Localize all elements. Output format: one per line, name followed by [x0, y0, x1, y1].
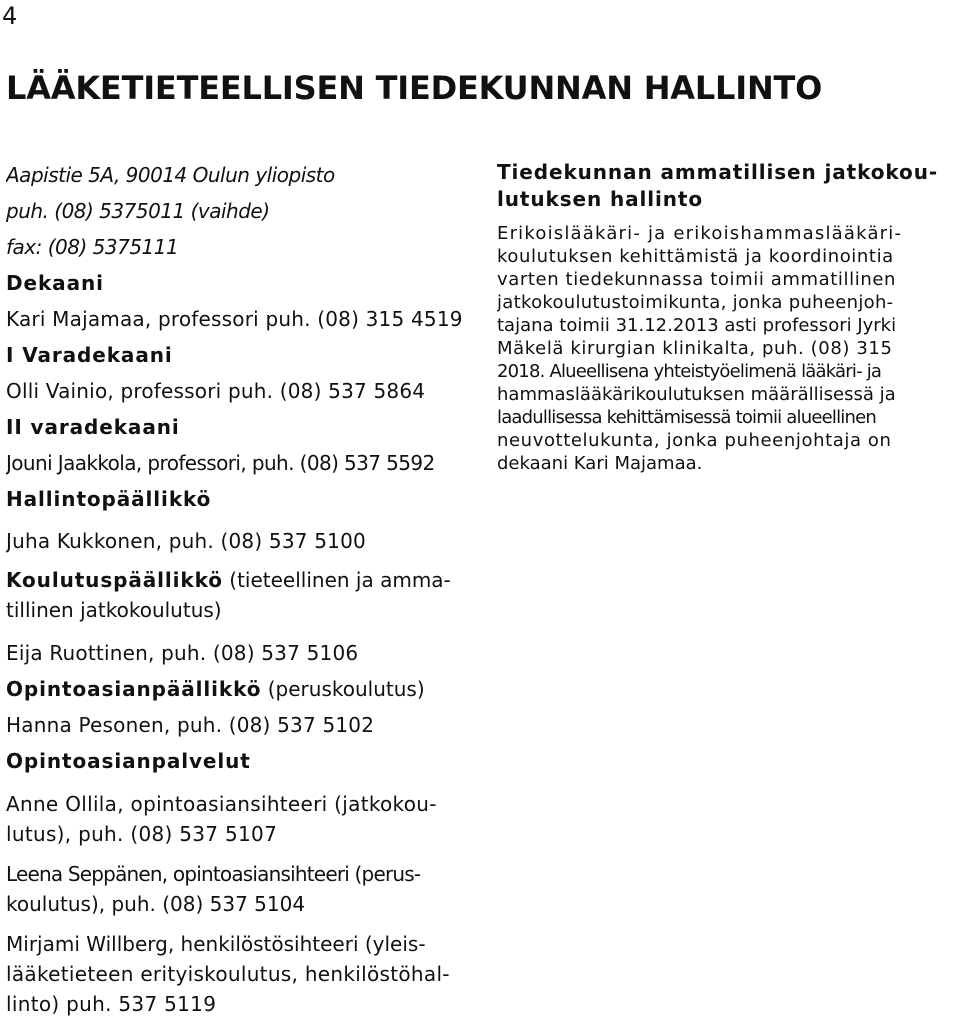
- specialist-training-title: [497, 159, 959, 213]
- study-services-person-1-line: lutus), puh. (08) 537 5107: [6, 822, 278, 846]
- specialist-training-title-line: lutuksen hallinto: [497, 187, 704, 211]
- study-services-person-3: [6, 929, 481, 1019]
- specialist-training-text-line: dekaani Kari Majamaa.: [497, 453, 703, 474]
- specialist-training-text-line: Erikoislääkäri- ja erikoishammaslääkäri-: [497, 223, 903, 244]
- specialist-training-title-line: Tiedekunnan ammatillisen jatkokou-: [497, 160, 939, 184]
- specialist-training-text-line: tajana toimii 31.12.2013 asti professori Jyrki: [497, 315, 897, 336]
- address-street: Aapistie 5A, 90014 Oulun yliopisto: [6, 163, 335, 187]
- specialist-training-text-line: 2018. Alueellisena yhteistyöelimenä lääkäri- ja: [497, 361, 882, 382]
- education-manager-person: Eija Ruottinen, puh. (08) 537 5106: [6, 641, 359, 665]
- dean-heading: Dekaani: [6, 271, 104, 295]
- education-manager-heading: Koulutuspäällikkö: [6, 568, 223, 592]
- address-fax: fax: (08) 5375111: [6, 235, 179, 259]
- study-services-person-3-line: lääketieteen erityiskoulutus, henkilöstöhal-: [6, 962, 450, 986]
- admin-head-person: Juha Kukkonen, puh. (08) 537 5100: [6, 529, 366, 553]
- vice-dean-1-person: Olli Vainio, professori puh. (08) 537 5864: [6, 379, 426, 403]
- study-services-person-3-line: linto) puh. 537 5119: [6, 992, 217, 1016]
- study-affairs-heading: Opintoasianpäällikkö: [6, 677, 262, 701]
- study-affairs-note: (peruskoulutus): [261, 677, 425, 701]
- contact-column: [6, 157, 481, 1019]
- study-services-person-1: [6, 789, 481, 849]
- address-phone: puh. (08) 5375011 (vaihde): [6, 199, 270, 223]
- page-title: LÄÄKETIETEELLISEN TIEDEKUNNAN HALLINTO: [6, 69, 823, 107]
- specialist-training-text-line: koulutuksen kehittämistä ja koordinointia: [497, 246, 894, 267]
- education-manager-note-cont: tillinen jatkokoulutus): [6, 598, 222, 622]
- specialist-training-text-line: hammaslääkärikoulutuksen määrällisessä ja: [497, 384, 896, 405]
- vice-dean-2-heading: II varadekaani: [6, 415, 180, 439]
- study-services-person-2-line: koulutus), puh. (08) 537 5104: [6, 892, 306, 916]
- study-services-person-2: [6, 859, 481, 919]
- dean-person: Kari Majamaa, professori puh. (08) 315 4519: [6, 307, 463, 331]
- page-number: 4: [2, 2, 18, 30]
- study-services-person-3-line: Mirjami Willberg, henkilöstösihteeri (yleis-: [6, 932, 426, 956]
- study-services-heading: Opintoasianpalvelut: [6, 749, 251, 773]
- vice-dean-1-heading: I Varadekaani: [6, 343, 173, 367]
- vice-dean-2-person: Jouni Jaakkola, professori, puh. (08) 537 5592: [6, 451, 435, 475]
- specialist-training-column: [497, 159, 959, 475]
- education-manager-block: [6, 565, 481, 625]
- specialist-training-text-line: Mäkelä kirurgian klinikalta, puh. (08) 315: [497, 338, 893, 359]
- specialist-training-text-line: laadullisessa kehittämisessä toimii alueellinen: [497, 407, 876, 428]
- specialist-training-text-line: neuvottelukunta, jonka puheenjohtaja on: [497, 430, 892, 451]
- specialist-training-text-line: jatkokoulutustoimikunta, jonka puheenjoh-: [497, 292, 894, 313]
- study-services-person-2-line: Leena Seppänen, opintoasiansihteeri (perus-: [6, 862, 421, 886]
- study-services-person-1-line: Anne Ollila, opintoasiansihteeri (jatkokou-: [6, 792, 437, 816]
- education-manager-note: (tieteellinen ja amma-: [222, 568, 451, 592]
- study-affairs-person: Hanna Pesonen, puh. (08) 537 5102: [6, 713, 375, 737]
- specialist-training-text-line: varten tiedekunnassa toimii ammatillinen: [497, 269, 897, 290]
- admin-head-heading: Hallintopäällikkö: [6, 487, 212, 511]
